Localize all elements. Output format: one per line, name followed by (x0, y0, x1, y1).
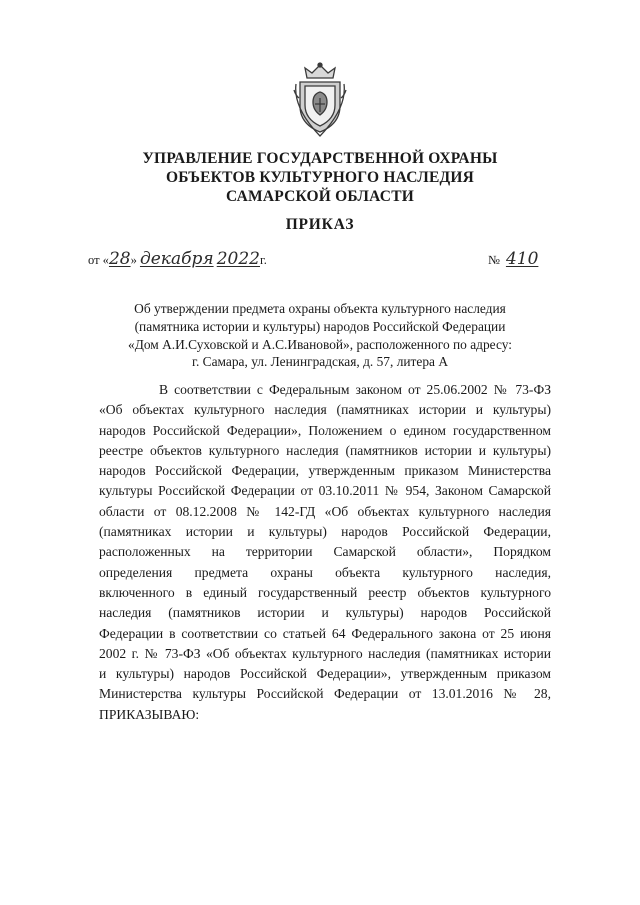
number-value: 410 (505, 249, 539, 269)
body-line: В соответствии с Федеральным законом от 25.06.2002 № 73-ФЗ (159, 382, 551, 397)
body-line: народов Российской Федерации», Положением о едином государственном (99, 422, 551, 438)
date-day: 28 (108, 249, 131, 269)
organization-line-3: САМАРСКОЙ ОБЛАСТИ (225, 188, 414, 205)
body-line: реестре объектов культурного наследия (памятников истории и культуры) (99, 442, 551, 458)
order-date (88, 249, 267, 269)
order-body-text (99, 380, 551, 725)
date-separator: » (130, 253, 137, 267)
subject-line: (памятника истории и культуры) народов Российской Федерации (134, 318, 506, 334)
body-line: определения предмета охраны объекта культурного наследия, (99, 564, 551, 580)
organization-line-1: УПРАВЛЕНИЕ ГОСУДАРСТВЕННОЙ ОХРАНЫ (142, 150, 498, 167)
body-line: Министерства культуры Российской Федерации от 13.01.2016 № 28, (99, 686, 551, 702)
body-line: (памятниках истории и культуры) народов Российской Федерации, (99, 524, 551, 540)
subject-line: г. Самара, ул. Ленинградская, д. 57, литера А (191, 354, 448, 370)
body-line: 2002 г. № 73-ФЗ «Об объектах культурного наследия (памятниках истории (99, 645, 551, 661)
body-line: области от 08.12.2008 № 142-ГД «Об объектах культурного наследия (99, 503, 551, 519)
body-line: и культуры) народов Российской Федерации», утвержденным приказом (99, 666, 551, 682)
date-year: 2022 (216, 249, 260, 269)
date-prefix: от « (88, 253, 109, 267)
coat-of-arms-icon (291, 60, 349, 138)
body-line: расположенных на территории Самарской области», Порядком (99, 544, 551, 560)
organization-line-2: ОБЪЕКТОВ КУЛЬТУРНОГО НАСЛЕДИЯ (165, 169, 475, 186)
organization-name (0, 149, 640, 206)
date-month: декабря (139, 249, 214, 269)
body-line: «Об объектах культурного наследия (памятниках истории и культуры) (99, 402, 551, 418)
document-type-title: ПРИКАЗ (285, 216, 355, 233)
subject-line: Об утверждении предмета охраны объекта культурного наследия (134, 301, 506, 316)
number-prefix: № (488, 253, 500, 267)
order-number (488, 249, 544, 269)
subject-line: «Дом А.И.Суховской и А.С.Ивановой», расположенного по адресу: (128, 336, 512, 352)
body-line: наследия (памятников истории и культуры) народов Российской (99, 605, 551, 621)
body-line: культуры Российской Федерации от 03.10.2011 № 954, Законом Самарской (99, 483, 551, 499)
order-subject (0, 300, 640, 371)
order-directive: ПРИКАЗЫВАЮ: (99, 706, 200, 722)
body-line: включенного в единый государственный реестр объектов культурного (99, 584, 551, 600)
body-line: народов Российской Федерации, утвержденным приказом Министерства (99, 463, 551, 479)
date-suffix: г. (259, 253, 267, 267)
body-line: Федерации в соответствии со статьей 64 Федерального закона от 25 июня (99, 625, 551, 641)
